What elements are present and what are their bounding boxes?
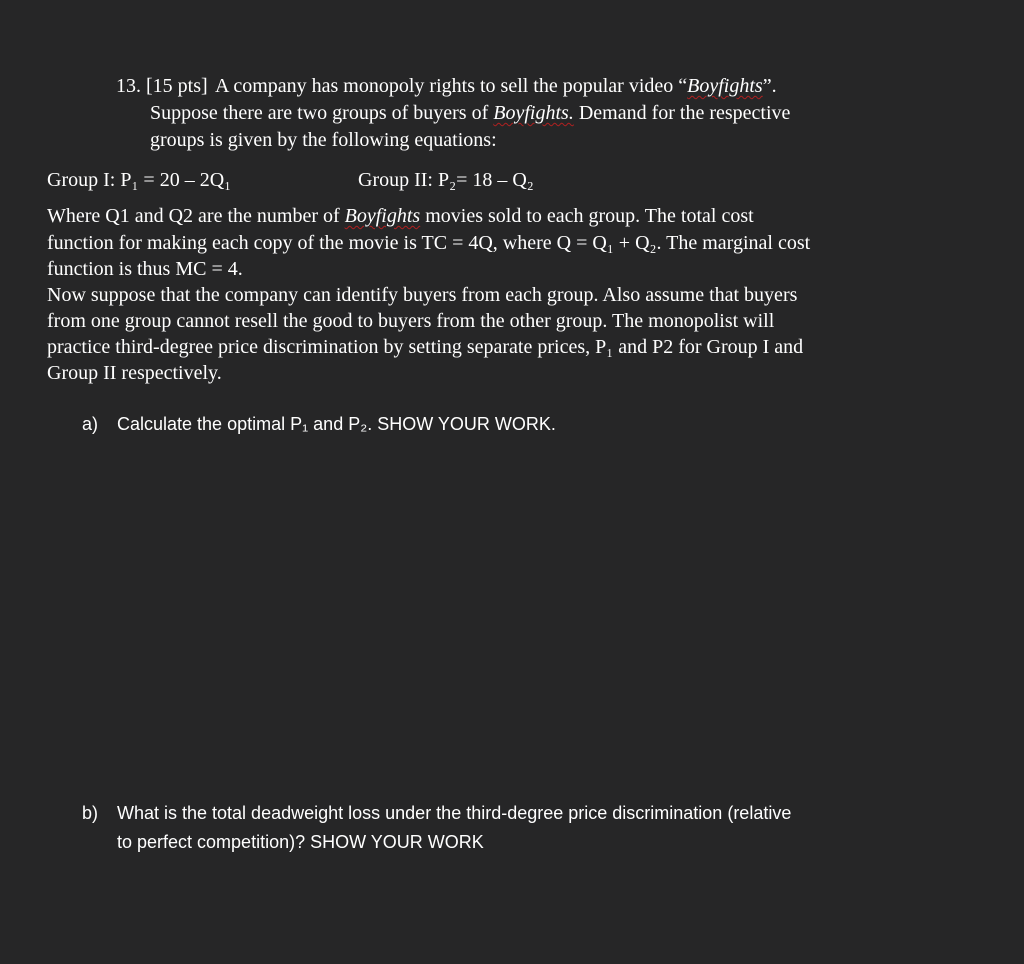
intro-text: ”. xyxy=(762,75,777,97)
part-b-line-1: What is the total deadweight loss under the third-degree price discrimination (relative xyxy=(117,803,792,823)
film-title: Boyfights xyxy=(687,75,763,97)
part-b-line-2: to perfect competition)? SHOW YOUR WORK xyxy=(117,832,484,852)
intro-text: A company has monopoly rights to sell the popular video “ xyxy=(215,75,688,97)
group-2-demand: Group II: P₂= 18 – Q₂ xyxy=(358,169,534,191)
intro-line-1 xyxy=(215,73,777,99)
discrimination-line-2: from one group cannot resell the good to buyers from the other group. The monopolist will xyxy=(47,310,775,332)
question-number: 13. xyxy=(116,75,141,97)
group-1-demand: Group I: P₁ = 20 – 2Q₁ xyxy=(47,169,232,191)
film-title: Boyfights. xyxy=(493,102,574,124)
discrimination-line-4: Group II respectively. xyxy=(47,362,222,384)
cost-line-1 xyxy=(47,203,754,229)
intro-line-2 xyxy=(150,100,790,126)
part-a-label: a) xyxy=(82,414,99,434)
intro-line-3: groups is given by the following equations: xyxy=(150,129,497,151)
part-b-label: b) xyxy=(82,803,99,823)
part-a-text: Calculate the optimal P₁ and P₂. SHOW YOUR WORK. xyxy=(117,414,556,434)
film-title: Boyfights xyxy=(344,205,421,227)
discrimination-line-3: practice third-degree price discrimination by setting separate prices, P₁ and P2 for Group I and xyxy=(47,336,804,358)
cost-line-2: function for making each copy of the movie is TC = 4Q, where Q = Q₁ + Q₂. The marginal cost xyxy=(47,232,811,254)
intro-text: Suppose there are two groups of buyers of xyxy=(150,102,494,124)
discrimination-line-1: Now suppose that the company can identify buyers from each group. Also assume that buyers xyxy=(47,284,798,306)
question-header xyxy=(116,73,208,99)
question-points: [15 pts] xyxy=(146,75,208,97)
cost-line-3: function is thus MC = 4. xyxy=(47,258,243,280)
intro-text: Demand for the respective xyxy=(573,102,791,124)
cost-text: movies sold to each group. The total cost xyxy=(420,205,754,227)
cost-text: Where Q1 and Q2 are the number of xyxy=(47,205,345,227)
